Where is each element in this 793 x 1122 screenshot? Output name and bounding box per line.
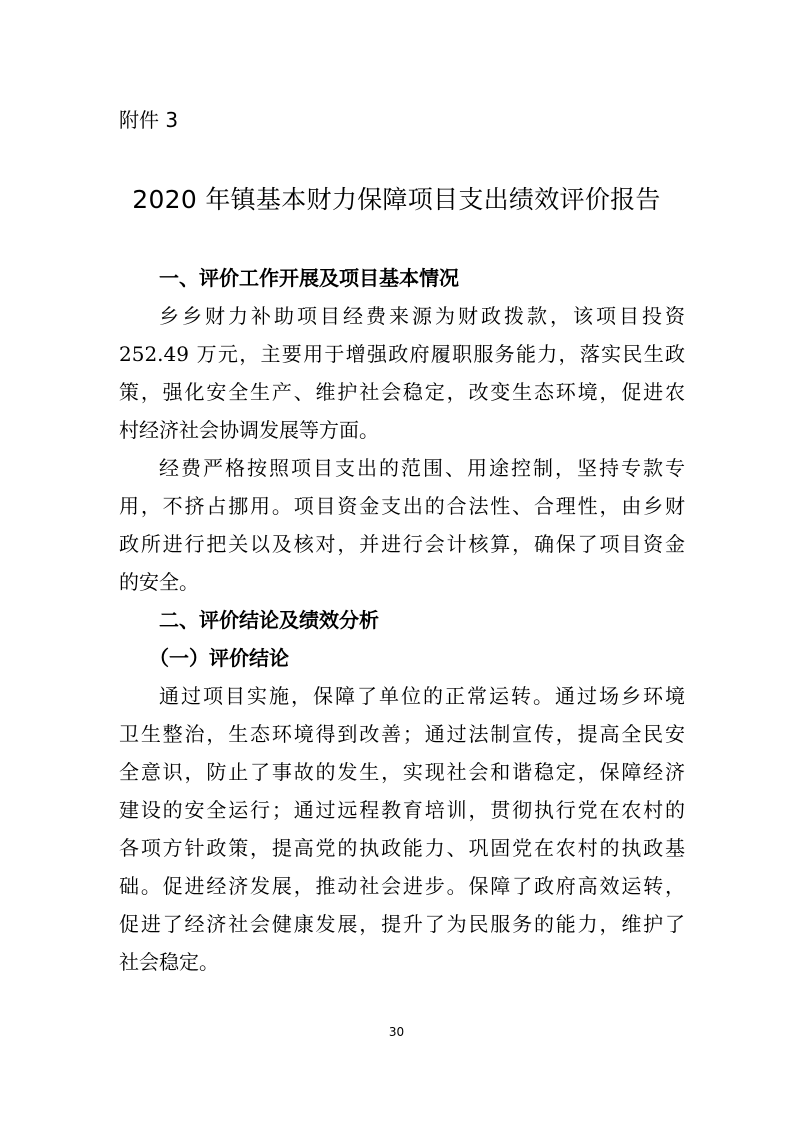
paragraph-line: 用，不挤占挪用。项目资金支出的合法性、合理性，由乡财 xyxy=(119,494,685,518)
paragraph-line: 社会稳定。 xyxy=(119,950,219,974)
paragraph-line: 促进了经济社会健康发展，提升了为民服务的能力，维护了 xyxy=(119,912,685,936)
paragraph-line: 各项方针政策，提高党的执政能力、巩固党在农村的执政基 xyxy=(119,836,685,860)
section-2-paragraph-1 xyxy=(119,677,685,981)
paragraph-line: 建设的安全运行；通过远程教育培训，贯彻执行党在农村的 xyxy=(119,798,685,822)
section-2-subheading-1: （一）评价结论 xyxy=(149,646,289,670)
report-body xyxy=(119,259,685,981)
report-title: 2020 年镇基本财力保障项目支出绩效评价报告 xyxy=(132,185,661,214)
paragraph-line: 经费严格按照项目支出的范围、用途控制，坚持专款专 xyxy=(159,456,685,480)
paragraph-line: 乡乡财力补助项目经费来源为财政拨款，该项目投资 xyxy=(159,304,685,328)
paragraph-line: 卫生整治，生态环境得到改善；通过法制宣传，提高全民安 xyxy=(119,722,685,746)
page-number: 30 xyxy=(388,1025,405,1039)
paragraph-line: 通过项目实施，保障了单位的正常运转。通过场乡环境 xyxy=(159,684,685,708)
attachment-label: 附件 3 xyxy=(119,108,179,132)
paragraph-line: 础。促进经济发展，推动社会进步。保障了政府高效运转， xyxy=(119,874,685,898)
section-2-heading: 二、评价结论及绩效分析 xyxy=(159,608,379,632)
paragraph-line: 252.49 万元，主要用于增强政府履职服务能力，落实民生政 xyxy=(119,342,685,366)
paragraph-line: 的安全。 xyxy=(119,570,199,594)
paragraph-line: 策，强化安全生产、维护社会稳定，改变生态环境，促进农 xyxy=(119,380,685,404)
section-1-heading: 一、评价工作开展及项目基本情况 xyxy=(159,266,459,290)
section-1-paragraph-1 xyxy=(119,297,685,449)
section-1-paragraph-2 xyxy=(119,449,685,601)
paragraph-line: 政所进行把关以及核对，并进行会计核算，确保了项目资金 xyxy=(119,532,685,556)
paragraph-line: 村经济社会协调发展等方面。 xyxy=(119,418,379,442)
paragraph-line: 全意识，防止了事故的发生，实现社会和谐稳定，保障经济 xyxy=(119,760,685,784)
